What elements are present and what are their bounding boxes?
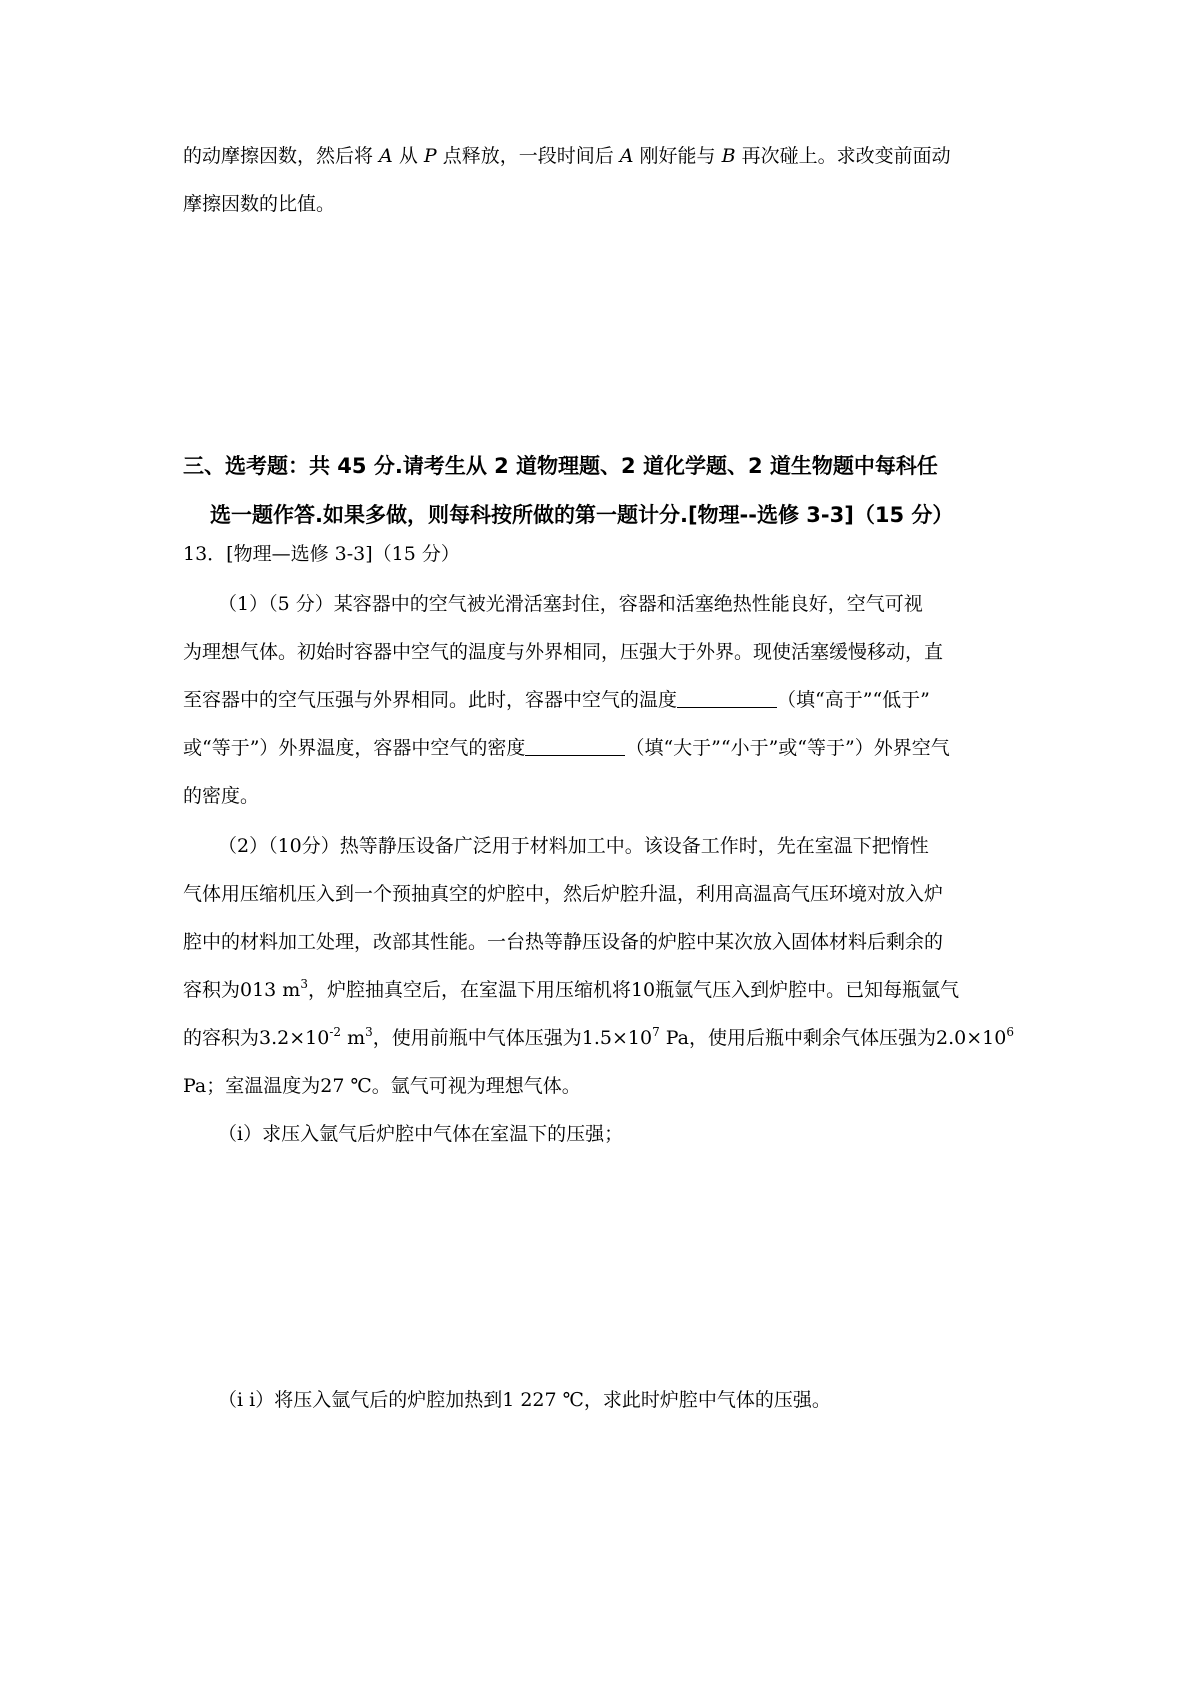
superscript: 3 [300, 977, 308, 991]
sub-question-ii: （i i）将压入氩气后的炉腔加热到1 227 ℃，求此时炉腔中气体的压强。 [218, 1389, 831, 1411]
superscript: 3 [365, 1025, 373, 1039]
prev-para-line-1 [183, 142, 1023, 170]
section-heading-line-2: 选一题作答.如果多做，则每科按所做的第一题计分.[物理--选修 3-3]（15 分） [210, 503, 954, 527]
text-segment: 至容器中的空气压强与外界相同。此时，容器中空气的温度 [183, 689, 678, 711]
part1-line-4 [183, 734, 1023, 762]
text-segment: 的容积为3.2×10 [183, 1027, 330, 1049]
text-segment: 或“等于”）外界温度，容器中空气的密度 [183, 737, 526, 759]
text-segment: ，使用前瓶中气体压强为1.5×10 [372, 1027, 653, 1049]
text-segment: Pa，使用后瓶中剩余气体压强为2.0×10 [659, 1027, 1007, 1049]
part2-line-1: （2）（10分）热等静压设备广泛用于材料加工中。该设备工作时，先在室温下把惰性 [218, 835, 929, 857]
text-segment: m [341, 1027, 366, 1049]
text-segment: ，炉腔抽真空后，在室温下用压缩机将10瓶氩气压入到炉腔中。已知每瓶氩气 [307, 979, 960, 1001]
part1-line-2: 为理想气体。初始时容器中空气的温度与外界相同，压强大于外界。现使活塞缓慢移动，直 [183, 641, 944, 663]
section-heading-line-1: 三、选考题：共 45 分.请考生从 2 道物理题、2 道化学题、2 道生物题中每科任 [183, 454, 938, 478]
text-segment: 刚好能与 [633, 145, 722, 167]
text-segment: 再次碰上。求改变前面动 [735, 145, 951, 167]
variable-p: P [423, 145, 437, 167]
prev-para-line-2: 摩擦因数的比值。 [183, 193, 336, 215]
part2-line-2: 气体用压缩机压入到一个预抽真空的炉腔中，然后炉腔升温，利用高温高气压环境对放入炉 [183, 883, 944, 905]
variable-b: B [721, 145, 736, 167]
superscript: 7 [652, 1025, 660, 1039]
superscript: 6 [1006, 1025, 1014, 1039]
text-segment: 的动摩擦因数，然后将 [183, 145, 380, 167]
part2-line-5 [183, 1024, 1023, 1052]
sub-question-i: （i）求压入氩气后炉腔中气体在室温下的压强； [218, 1123, 624, 1145]
superscript: -2 [329, 1025, 342, 1039]
text-segment: 点释放，一段时间后 [436, 145, 620, 167]
part1-line-3 [183, 686, 1023, 714]
part2-line-3: 腔中的材料加工处理，改部其性能。一台热等静压设备的炉腔中某次放入固体材料后剩余的 [183, 931, 944, 953]
question-13-title: 13．[物理—选修 3-3]（15 分） [183, 543, 460, 565]
answer-blank-1[interactable] [677, 689, 777, 708]
part2-line-6: Pa；室温温度为27 ℃。氩气可视为理想气体。 [183, 1075, 581, 1097]
answer-blank-2[interactable] [525, 737, 625, 756]
variable-a: A [379, 145, 393, 167]
part2-line-4 [183, 976, 1023, 1004]
text-segment: 容积为013 m [183, 979, 301, 1001]
text-segment: （填“大于”“小于”或“等于”）外界空气 [625, 737, 950, 759]
variable-a: A [619, 145, 634, 167]
part1-line-1: （1）（5 分）某容器中的空气被光滑活塞封住，容器和活塞绝热性能良好，空气可视 [218, 593, 923, 615]
text-segment: （填“高于”“低于” [777, 689, 930, 711]
part1-line-5: 的密度。 [183, 785, 260, 807]
text-segment: 从 [392, 145, 424, 167]
